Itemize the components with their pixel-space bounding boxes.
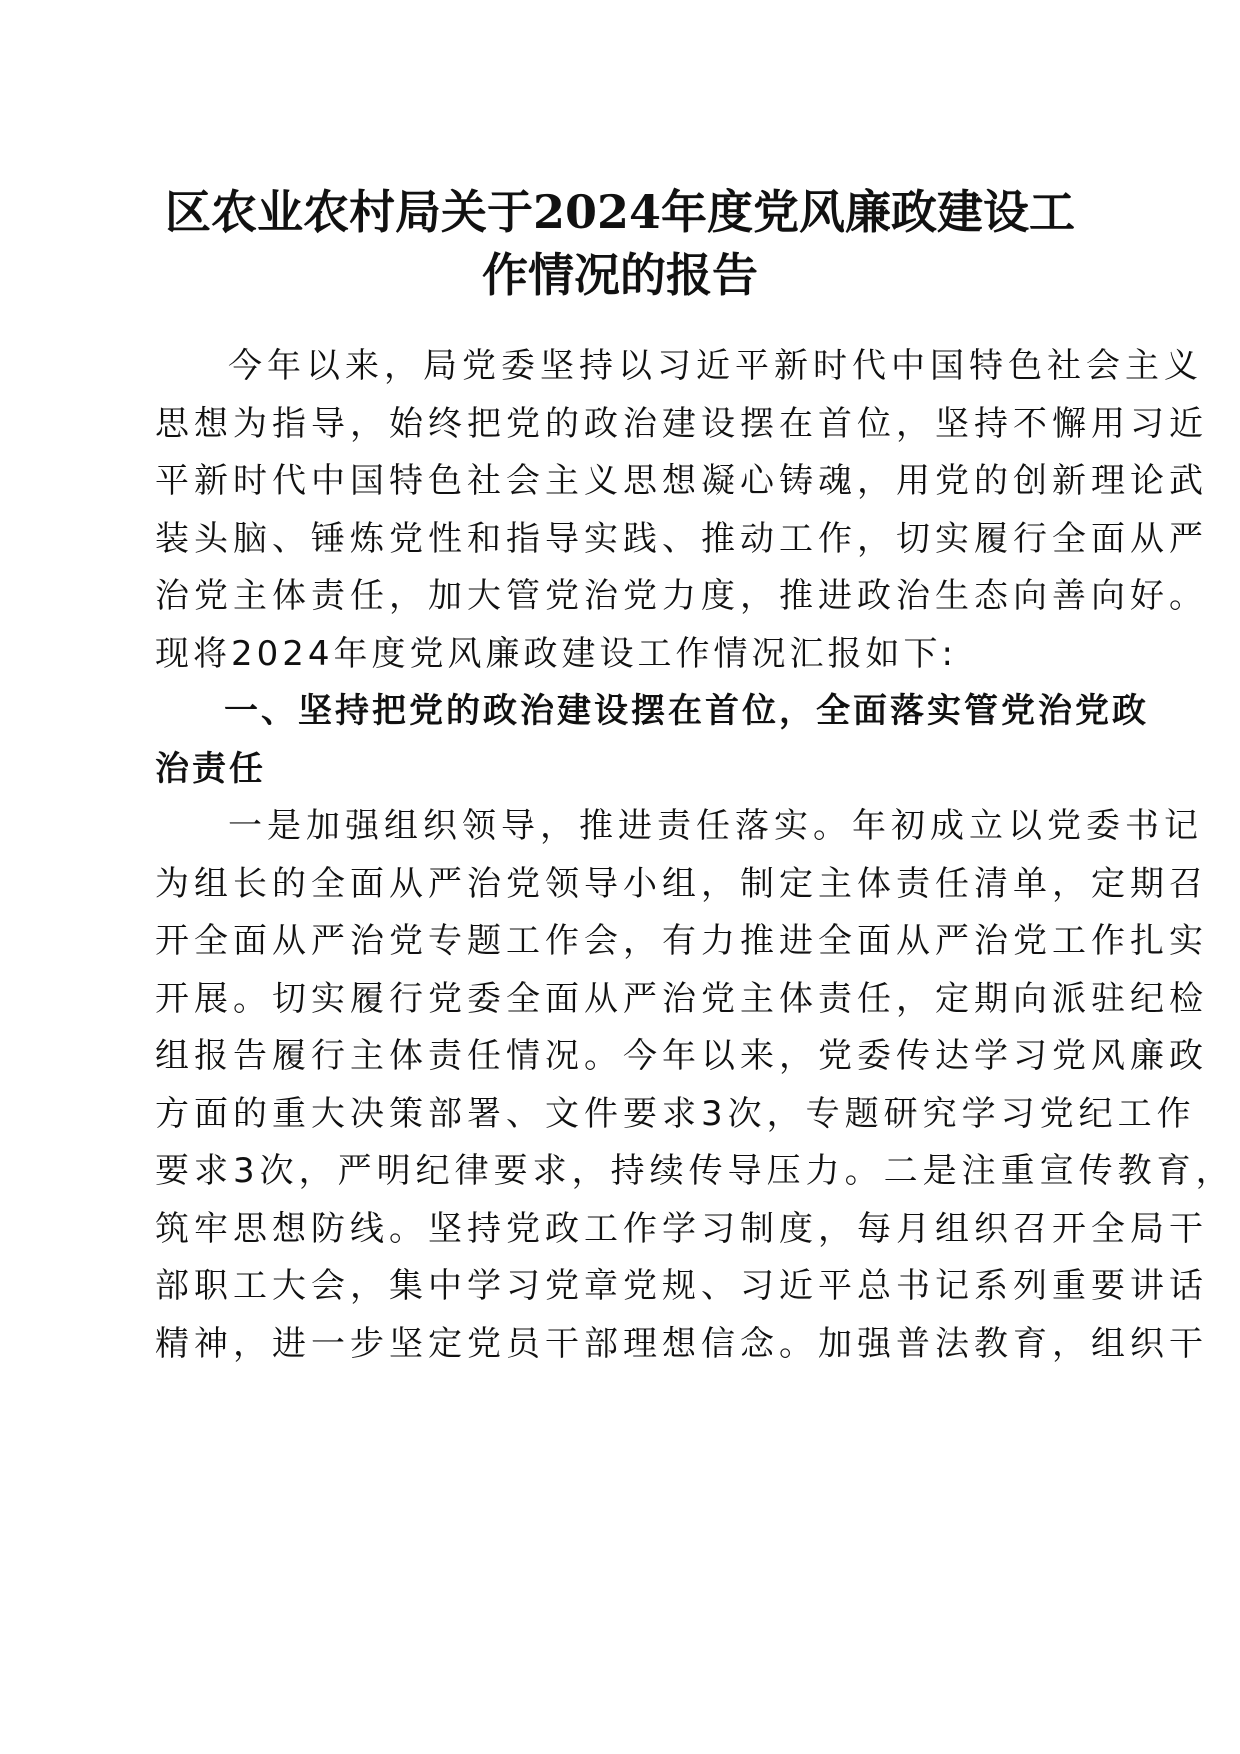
section-body-line-4: 开展。切实履行党委全面从严治党主体责任，定期向派驻纪检 <box>155 979 1208 1019</box>
intro-line-4: 装头脑、锤炼党性和指导实践、推动工作，切实履行全面从严 <box>155 519 1208 559</box>
section-body-line-3: 开全面从严治党专题工作会，有力推进全面从严治党工作扎实 <box>155 921 1208 961</box>
section-body-line-8: 筑牢思想防线。坚持党政工作学习制度，每月组织召开全局干 <box>155 1209 1208 1249</box>
document-title-line-2: 作情况的报告 <box>482 248 758 302</box>
section-heading-line-2: 治责任 <box>155 749 266 789</box>
intro-line-5: 治党主体责任，加大管党治党力度，推进政治生态向善向好。 <box>155 576 1208 616</box>
intro-line-1: 今年以来，局党委坚持以习近平新时代中国特色社会主义 <box>228 346 1203 386</box>
section-body-line-7: 要求3次，严明纪律要求，持续传导压力。二是注重宣传教育， <box>155 1151 1235 1191</box>
section-body-line-5: 组报告履行主体责任情况。今年以来，党委传达学习党风廉政 <box>155 1036 1208 1076</box>
section-body-line-10: 精神，进一步坚定党员干部理想信念。加强普法教育，组织干 <box>155 1324 1208 1364</box>
section-body-line-1: 一是加强组织领导，推进责任落实。年初成立以党委书记 <box>228 806 1203 846</box>
section-body-line-6: 方面的重大决策部署、文件要求3次，专题研究学习党纪工作 <box>155 1094 1196 1134</box>
intro-line-6: 现将2024年度党风廉政建设工作情况汇报如下: <box>155 634 957 674</box>
section-heading-line-1: 一、坚持把党的政治建设摆在首位，全面落实管党治党政 <box>224 691 1149 731</box>
document-title-line-1: 区农业农村局关于2024年度党风廉政建设工 <box>164 185 1076 239</box>
section-body-line-9: 部职工大会，集中学习党章党规、习近平总书记系列重要讲话 <box>155 1266 1208 1306</box>
section-body-line-2: 为组长的全面从严治党领导小组，制定主体责任清单，定期召 <box>155 864 1208 904</box>
intro-line-2: 思想为指导，始终把党的政治建设摆在首位，坚持不懈用习近 <box>155 404 1208 444</box>
intro-line-3: 平新时代中国特色社会主义思想凝心铸魂，用党的创新理论武 <box>155 461 1208 501</box>
